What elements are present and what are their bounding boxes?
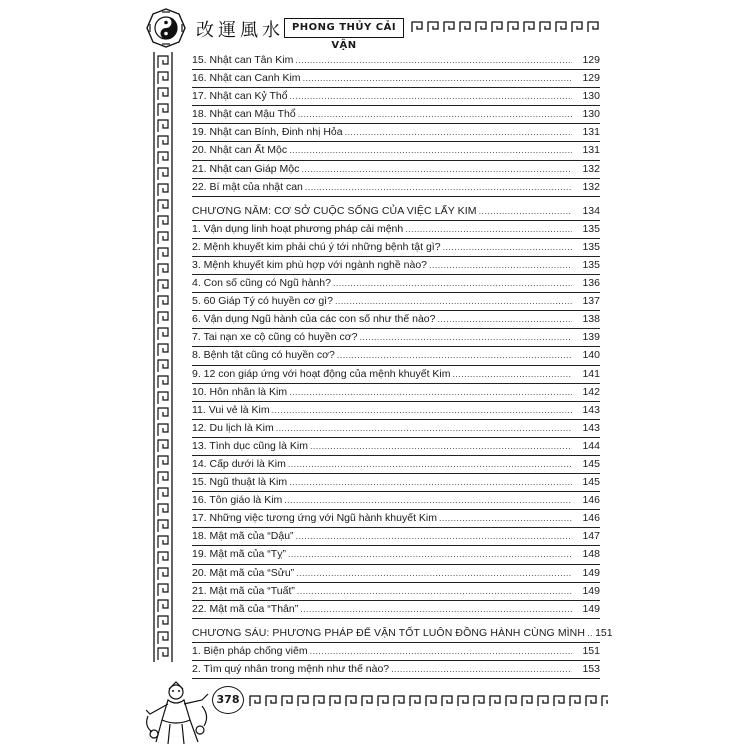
header-cjk-title: 改運風水 (196, 20, 284, 41)
toc-entry-title: 2. Tìm quý nhân trong mệnh như thế nào? (192, 662, 390, 675)
toc-entry (192, 70, 600, 88)
toc-page-number: 145 (582, 476, 600, 489)
toc-entry-title: 14. Cấp dưới là Kim (192, 457, 286, 470)
toc-entry-title: 2. Mệnh khuyết kim phải chú ý tới những bệnh tật gì? (192, 240, 441, 253)
toc-entry (192, 583, 600, 601)
fret-border-ornament (410, 18, 610, 36)
footer-fret-border-ornament (248, 692, 608, 710)
toc-entry-title: 21. Nhật can Giáp Mộc (192, 162, 300, 175)
header-title: PHONG THỦY CẢI VẬN (284, 18, 404, 38)
toc-entry (192, 179, 600, 197)
toc-entry (192, 366, 600, 384)
toc-page-number: 141 (582, 367, 600, 380)
toc-entry-title: 21. Mật mã của “Tuất” (192, 584, 295, 597)
toc-page-number: 131 (582, 144, 600, 157)
toc-entry (192, 257, 600, 275)
dot-leader (429, 257, 572, 273)
dot-leader (437, 311, 572, 327)
toc-entry-title: 10. Hôn nhân là Kim (192, 385, 288, 398)
table-of-contents (192, 52, 613, 679)
toc-entry-title: 15. Nhật can Tân Kim (192, 54, 294, 66)
toc-page-number: 151 (595, 626, 613, 639)
toc-entry-title: 22. Bí mật của nhật can (192, 180, 303, 193)
toc-entry-title: 19. Nhật can Bính, Đinh nhị Hỏa (192, 126, 343, 139)
chapter-title: CHƯƠNG NĂM: CƠ SỞ CUỘC SỐNG CỦA VIỆC LẤY KIM (192, 204, 477, 217)
toc-entry-title: 6. Vận dụng Ngũ hành của các con số như thế nào? (192, 313, 436, 326)
toc-page-number: 146 (582, 494, 600, 507)
toc-page-number: 143 (582, 421, 600, 434)
toc-entry (192, 239, 600, 257)
toc-page-number: 139 (582, 331, 600, 344)
dot-leader (289, 474, 572, 490)
toc-entry (192, 293, 600, 311)
toc-page-number: 144 (582, 439, 600, 452)
toc-page-number: 142 (582, 385, 600, 398)
toc-page-number: 149 (582, 602, 600, 615)
toc-page-number: 140 (582, 349, 600, 362)
dot-leader (479, 200, 572, 222)
toc-entry-title: 4. Con số cũng có Ngũ hành? (192, 277, 331, 290)
toc-entry (192, 492, 600, 510)
toc-entry (192, 438, 600, 456)
toc-entry-title: 11. Vui vẻ là Kim (192, 403, 270, 416)
dot-leader (443, 239, 572, 255)
toc-entry-title: 16. Tôn giáo là Kim (192, 494, 283, 507)
toc-entry-title: 20. Mật mã của “Sửu” (192, 566, 295, 579)
toc-page-number: 148 (582, 548, 600, 561)
dot-leader (288, 546, 572, 562)
dot-leader (405, 221, 572, 237)
dot-leader (284, 492, 572, 508)
toc-entry (192, 52, 600, 70)
dot-leader (359, 329, 572, 345)
dot-leader (453, 366, 573, 382)
toc-entry-title: 19. Mật mã của “Tỵ” (192, 548, 286, 561)
toc-entry-title: 5. 60 Giáp Tý có huyền cơ gì? (192, 295, 333, 308)
toc-entry (192, 124, 600, 142)
toc-entry-title: 9. 12 con giáp ứng với hoạt động của mệnh khuyết Kim (192, 367, 451, 380)
toc-entry (192, 221, 600, 239)
dot-leader (296, 528, 572, 544)
toc-entry-title: 7. Tai nạn xe cộ cũng có huyền cơ? (192, 331, 358, 344)
toc-page-number: 149 (582, 566, 600, 579)
toc-entry (192, 510, 600, 528)
toc-entry-title: 22. Mật mã của “Thân” (192, 602, 299, 615)
toc-entry-title: 12. Du lịch là Kim (192, 421, 274, 434)
toc-entry-title: 17. Nhật can Kỷ Thổ (192, 90, 288, 103)
dot-leader (298, 106, 572, 122)
toc-page-number: 135 (582, 240, 600, 253)
warrior-figure-illustration (140, 680, 214, 746)
toc-entry (192, 384, 600, 402)
dot-leader (296, 565, 572, 581)
toc-entry-title: 8. Bệnh tật cũng có huyền cơ? (192, 349, 335, 362)
toc-entry-title: 18. Mật mã của “Dậu” (192, 530, 294, 543)
toc-entry-title: 17. Những việc tương ứng với Ngũ hành khuyết Kim (192, 512, 437, 525)
dot-leader (439, 510, 572, 526)
toc-page-number: 132 (582, 162, 600, 175)
toc-entry (192, 106, 600, 124)
dot-leader (305, 179, 572, 195)
toc-page-number: 149 (582, 584, 600, 597)
dot-leader (310, 438, 572, 454)
dot-leader (272, 402, 572, 418)
toc-entry-title: 18. Nhật can Mậu Thổ (192, 108, 296, 121)
toc-page-number: 146 (582, 512, 600, 525)
dot-leader (300, 601, 572, 617)
page-number: 378 (212, 686, 244, 714)
page-footer (140, 680, 610, 740)
toc-entry (192, 402, 600, 420)
toc-page-number: 134 (582, 204, 600, 217)
toc-entry-title: 1. Vận dụng linh hoạt phương pháp cải mệnh (192, 222, 404, 235)
toc-entry (192, 546, 600, 564)
toc-page-number: 130 (582, 90, 600, 103)
yin-yang-bagua-icon (146, 8, 186, 48)
dot-leader (290, 88, 572, 104)
toc-page-number: 131 (582, 126, 600, 139)
dot-leader (391, 661, 572, 677)
dot-leader (297, 583, 572, 599)
toc-entry-title: 16. Nhật can Canh Kim (192, 72, 301, 85)
toc-entry-title: 13. Tình dục cũng là Kim (192, 439, 308, 452)
toc-entry-title: 3. Mệnh khuyết kim phù hợp với ngành nghề nào? (192, 258, 428, 271)
toc-page-number: 153 (582, 662, 600, 675)
dot-leader (289, 142, 572, 158)
toc-page-number: 129 (582, 72, 600, 85)
toc-entry (192, 528, 600, 546)
chapter-heading (192, 619, 613, 643)
toc-page-number: 135 (582, 222, 600, 235)
toc-entry (192, 565, 600, 583)
left-fret-border-ornament (152, 52, 174, 662)
toc-entry (192, 420, 600, 438)
toc-page-number: 143 (582, 403, 600, 416)
toc-page-number: 137 (582, 295, 600, 308)
toc-entry (192, 661, 600, 679)
toc-entry (192, 88, 600, 106)
page-header (146, 8, 606, 51)
toc-entry (192, 329, 600, 347)
dot-leader (276, 420, 572, 436)
dot-leader (288, 456, 572, 472)
toc-page-number: 135 (582, 258, 600, 271)
dot-leader (337, 347, 572, 363)
dot-leader (289, 384, 572, 400)
toc-entry (192, 347, 600, 365)
toc-entry (192, 601, 600, 619)
toc-entry (192, 142, 600, 160)
toc-entry (192, 275, 600, 293)
dot-leader (345, 124, 572, 140)
toc-entry-title: 1. Biện pháp chống viêm (192, 644, 308, 657)
toc-page-number: 130 (582, 108, 600, 121)
toc-page-number: 147 (582, 530, 600, 543)
toc-entry (192, 474, 600, 492)
toc-entry (192, 311, 600, 329)
toc-entry (192, 161, 600, 179)
dot-leader (303, 70, 572, 86)
dot-leader (301, 161, 572, 177)
dot-leader (335, 293, 572, 309)
toc-page-number: 132 (582, 180, 600, 193)
toc-entry (192, 643, 600, 661)
toc-entry (192, 456, 600, 474)
toc-page-number: 136 (582, 277, 600, 290)
toc-page-number: 129 (582, 54, 600, 66)
dot-leader (295, 52, 572, 68)
dot-leader (310, 643, 572, 659)
chapter-heading (192, 197, 600, 221)
toc-page-number: 151 (582, 644, 600, 657)
chapter-title: CHƯƠNG SÁU: PHƯƠNG PHÁP ĐỂ VẬN TỐT LUÔN ĐỒNG HÀNH CÙNG MÌNH (192, 626, 586, 639)
toc-page-number: 145 (582, 457, 600, 470)
toc-entry-title: 20. Nhật can Ất Mộc (192, 144, 288, 157)
dot-leader (333, 275, 572, 291)
toc-page-number: 138 (582, 313, 600, 326)
toc-entry-title: 15. Ngũ thuật là Kim (192, 476, 288, 489)
